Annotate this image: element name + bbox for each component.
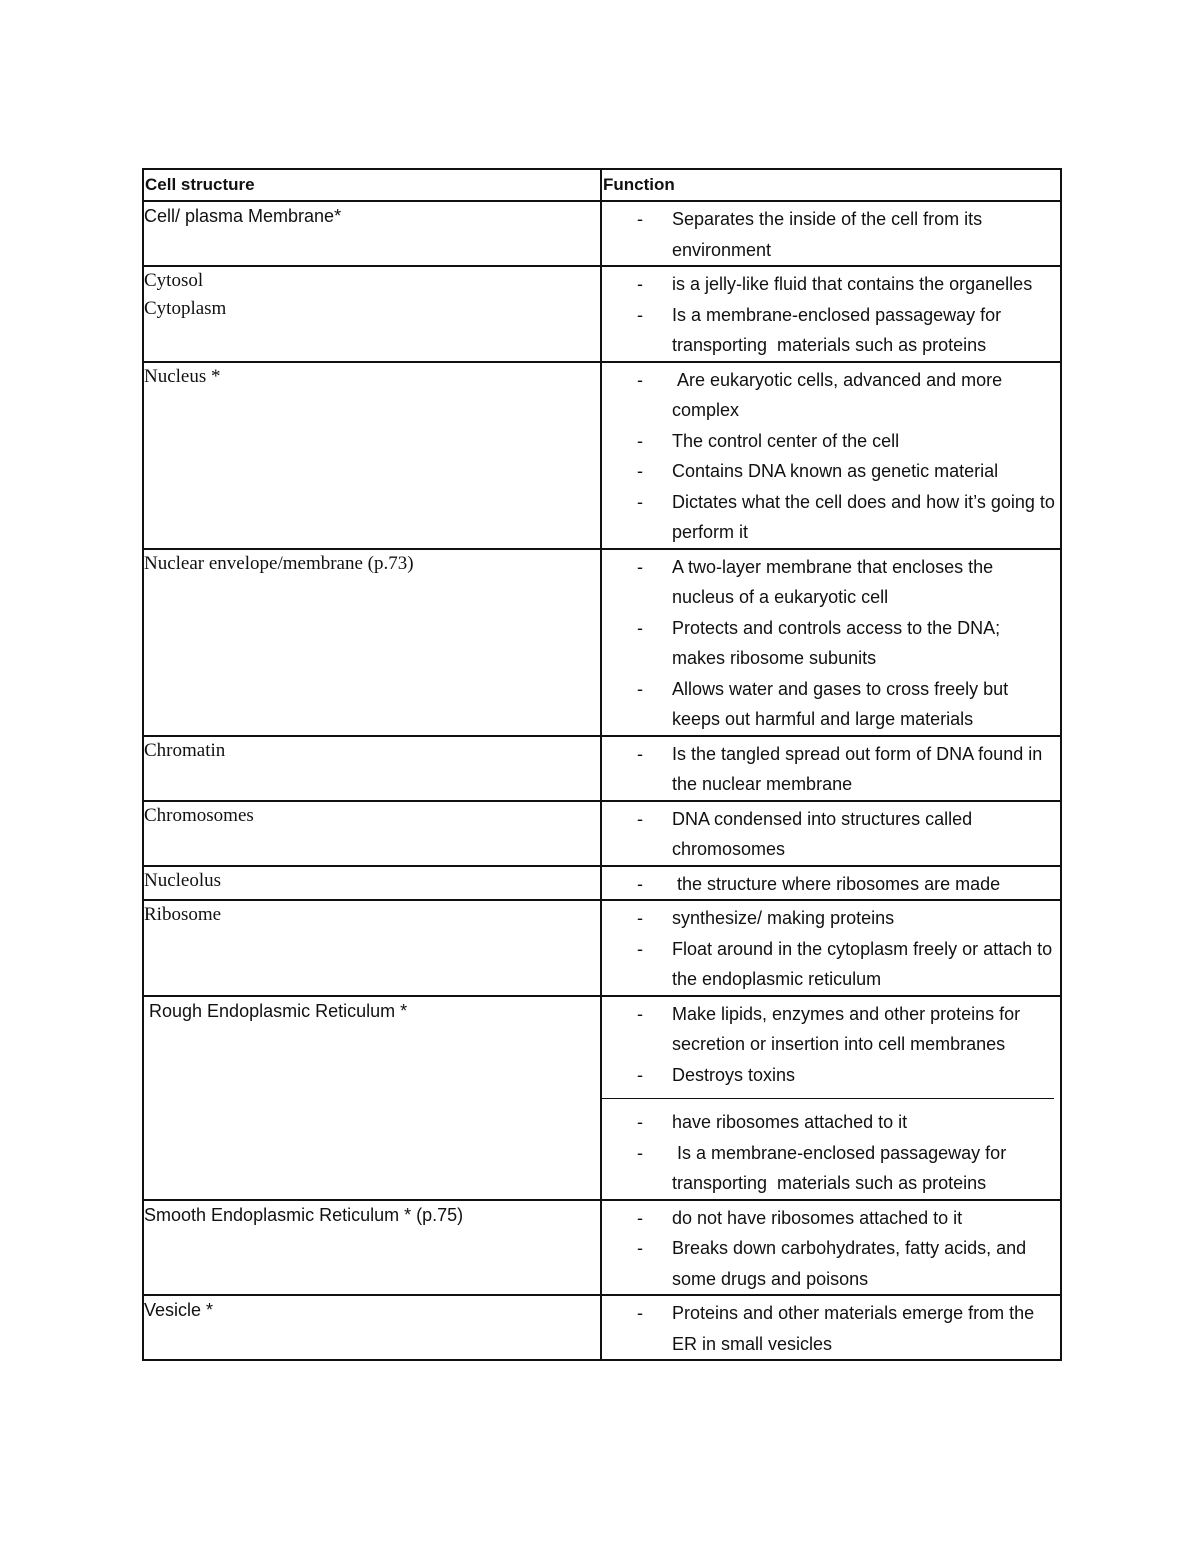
function-text: Make lipids, enzymes and other proteins for secretion or insertion into cell membranes [672,1003,1026,1054]
function-cell [601,736,1061,801]
list-item [602,552,1060,613]
function-text: synthesize/ making proteins [672,908,895,928]
bullet-dash: - [637,274,643,294]
bullet-dash: - [637,491,643,512]
function-text: The control center of the cell [672,430,900,451]
function-text: Proteins and other materials emerge from the ER in small vesicles [672,1303,1040,1354]
function-text: Protects and controls access to the DNA; makes ribosome subunits [672,617,1006,668]
table-header-row [143,169,1061,201]
function-cell [601,362,1061,549]
list-item [602,300,1060,361]
function-cell [601,549,1061,736]
bullet-dash: - [637,678,643,699]
function-text: A two-layer membrane that encloses the nucleus of a eukaryotic cell [672,556,999,607]
list-item [602,903,1060,934]
bullet-dash: - [637,617,643,638]
table-row [143,549,1061,736]
bullet-dash: - [637,304,643,325]
table-row [143,900,1061,996]
function-list [602,1201,1060,1295]
table-body [143,201,1061,1360]
function-cell [601,1200,1061,1296]
structure-name: Chromosomes [144,804,254,826]
list-item [602,804,1060,865]
list-item [602,1060,1060,1091]
table-row [143,996,1061,1200]
bullet-dash: - [637,1303,643,1323]
function-list [602,867,1060,900]
function-text: Is a membrane-enclosed passageway for transporting materials such as proteins [672,1142,1012,1193]
structure-cell [143,201,601,266]
structure-cell [143,801,601,866]
structure-name: Nuclear envelope/membrane (p.73) [144,552,414,574]
function-text: is a jelly-like fluid that contains the organelles [672,274,1033,294]
structure-name: Vesicle * [144,1300,214,1320]
bullet-dash: - [637,938,643,959]
function-cell [601,996,1061,1200]
function-text: have ribosomes attached to it [672,1112,908,1132]
list-item [602,674,1060,735]
list-item [602,1233,1060,1294]
bullet-dash: - [637,461,643,481]
structure-cell [143,1295,601,1360]
function-cell [601,266,1061,362]
function-cell [601,801,1061,866]
structure-cell [143,996,601,1200]
list-item [602,1203,1060,1234]
function-list [602,802,1060,865]
list-item [602,426,1060,457]
table-row [143,866,1061,901]
list-item [602,487,1060,548]
structure-name: Rough Endoplasmic Reticulum * [144,1000,408,1021]
bullet-dash: - [637,430,643,451]
function-text: Separates the inside of the cell from its environment [672,209,988,260]
bullet-dash: - [637,1112,643,1132]
bullet-dash: - [637,908,643,928]
bullet-dash: - [637,1207,643,1228]
function-cell [601,900,1061,996]
list-item [602,456,1060,487]
bullet-dash: - [637,1238,643,1258]
bullet-dash: - [637,1003,643,1024]
structure-name: Cytoplasm [144,298,227,319]
list-item [602,613,1060,674]
function-list [602,363,1060,548]
header-cell-structure: Cell structure [143,169,601,201]
bullet-dash: - [637,808,643,829]
table-row [143,1200,1061,1296]
bullet-dash: - [637,743,643,764]
function-text: Is a membrane-enclosed passageway for transporting materials such as proteins [672,304,1007,355]
function-list [602,1105,1060,1199]
table-row [143,1295,1061,1360]
structure-name: Ribosome [144,904,222,925]
function-text: Is the tangled spread out form of DNA found in the nuclear membrane [672,743,1048,794]
table-row [143,801,1061,866]
bullet-dash: - [637,369,643,390]
function-text: DNA condensed into structures called chromosomes [672,808,978,859]
table-row [143,736,1061,801]
inner-divider [602,1098,1054,1099]
list-item [602,739,1060,800]
list-item [602,1138,1060,1199]
function-cell [601,1295,1061,1360]
function-cell [601,201,1061,266]
structure-name: Cell/ plasma Membrane* [144,206,342,226]
list-item [602,204,1060,265]
structure-name: Smooth Endoplasmic Reticulum * (p.75) [144,1204,464,1225]
structure-cell [143,362,601,549]
function-text: Breaks down carbohydrates, fatty acids, and some drugs and poisons [672,1238,1032,1289]
function-text: Allows water and gases to cross freely but keeps out harmful and large materials [672,678,1014,729]
structure-name: Chromatin [144,739,226,761]
table-row [143,201,1061,266]
function-list [602,997,1060,1091]
structure-name: Nucleus * [144,365,221,387]
function-text: Float around in the cytoplasm freely or attach to the endoplasmic reticulum [672,938,1058,989]
structure-cell [143,549,601,736]
table-row [143,266,1061,362]
structure-cell [143,736,601,801]
function-list [602,737,1060,800]
list-item [602,365,1060,426]
bullet-dash: - [637,1064,643,1085]
cell-structure-table [142,168,1062,1361]
structure-cell [143,1200,601,1296]
function-text: Contains DNA known as genetic material [672,461,999,481]
function-text: the structure where ribosomes are made [672,873,1001,894]
function-text: Are eukaryotic cells, advanced and more complex [672,369,1008,420]
list-item [602,269,1060,300]
structure-cell [143,900,601,996]
function-text: Dictates what the cell does and how it’s going to perform it [672,491,1060,542]
structure-name: Nucleolus [144,869,222,891]
function-list [602,1296,1060,1359]
header-function: Function [601,169,1061,201]
list-item [602,934,1060,995]
bullet-dash: - [637,873,643,894]
function-list [602,202,1060,265]
function-text: do not have ribosomes attached to it [672,1207,963,1228]
table-row [143,362,1061,549]
function-list [602,267,1060,361]
function-cell [601,866,1061,901]
structure-cell [143,866,601,901]
list-item [602,999,1060,1060]
bullet-dash: - [637,556,643,577]
bullet-dash: - [637,209,643,229]
list-item [602,869,1060,900]
list-item [602,1298,1060,1359]
structure-cell [143,266,601,362]
function-text: Destroys toxins [672,1064,796,1085]
function-list [602,901,1060,995]
function-list [602,550,1060,735]
structure-name: Cytosol [144,270,204,291]
list-item [602,1107,1060,1138]
bullet-dash: - [637,1142,643,1163]
